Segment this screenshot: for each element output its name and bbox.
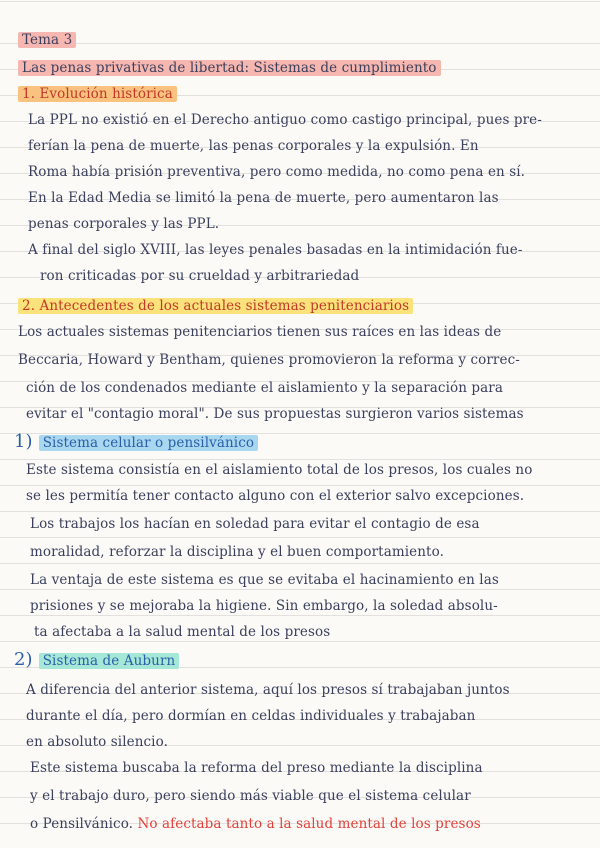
system1-line: se les permitía tener contacto alguno con el exterior salvo excepciones. bbox=[26, 488, 525, 504]
section2-line: Beccaria, Howard y Bentham, quienes promovieron la reforma y correc- bbox=[18, 352, 520, 368]
system1-line: Los trabajos los hacían en soledad para evitar el contagio de esa bbox=[30, 516, 480, 532]
system2-last-line bbox=[30, 814, 600, 834]
system1-line: ta afectaba a la salud mental de los presos bbox=[34, 624, 331, 640]
section2-heading: 2. Antecedentes de los actuales sistemas penitenciarios bbox=[18, 296, 600, 316]
section1-line: La PPL no existió en el Derecho antiguo como castigo principal, pues pre- bbox=[28, 112, 542, 128]
system2-line: en absoluto silencio. bbox=[26, 734, 168, 750]
section1-line: Roma había prisión preventiva, pero como medida, no como pena en sí. bbox=[28, 164, 526, 180]
system2-red-note: No afectaba tanto a la salud mental de los presos bbox=[137, 816, 481, 832]
system2-line: Este sistema buscaba la reforma del preso mediante la disciplina bbox=[30, 760, 483, 776]
system2-line: y el trabajo duro, pero siendo más viable que el sistema celular bbox=[30, 788, 471, 804]
section2-line: ción de los condenados mediante el aislamiento y la separación para bbox=[26, 380, 503, 396]
system1-line: moralidad, reforzar la disciplina y el buen comportamiento. bbox=[30, 544, 444, 560]
section2-line: evitar el "contagio moral". De sus propuestas surgieron varios sistemas bbox=[26, 406, 524, 422]
topic-label: Tema 3 bbox=[18, 30, 600, 50]
system1-line: prisiones y se mejoraba la higiene. Sin embargo, la soledad absolu- bbox=[30, 598, 498, 614]
page-title: Las penas privativas de libertad: Sistemas de cumplimiento bbox=[18, 58, 600, 78]
section1-line: ferían la pena de muerte, las penas corporales y la expulsión. En bbox=[28, 138, 479, 154]
system2-heading: 2) Sistema de Auburn bbox=[14, 648, 600, 673]
system2-line: durante el día, pero dormían en celdas individuales y trabajaban bbox=[26, 708, 476, 724]
system1-heading: 1) Sistema celular o pensilvánico bbox=[14, 430, 600, 455]
section1-heading: 1. Evolución histórica bbox=[18, 84, 600, 104]
system1-line: La ventaja de este sistema es que se evitaba el hacinamiento en las bbox=[30, 572, 499, 588]
section1-line: En la Edad Media se limitó la pena de muerte, pero aumentaron las bbox=[28, 190, 499, 206]
system1-line: Este sistema consistía en el aislamiento total de los presos, los cuales no bbox=[26, 462, 533, 478]
section1-line: penas corporales y las PPL. bbox=[28, 216, 220, 232]
section2-line: Los actuales sistemas penitenciarios tienen sus raíces en las ideas de bbox=[18, 324, 502, 340]
system2-line: A diferencia del anterior sistema, aquí los presos sí trabajaban juntos bbox=[26, 682, 510, 698]
section1-line: ron criticadas por su crueldad y arbitrariedad bbox=[40, 268, 360, 284]
system2-last-text: o Pensilvánico. bbox=[30, 816, 134, 832]
section1-line: A final del siglo XVIII, las leyes penales basadas en la intimidación fue- bbox=[28, 242, 523, 258]
